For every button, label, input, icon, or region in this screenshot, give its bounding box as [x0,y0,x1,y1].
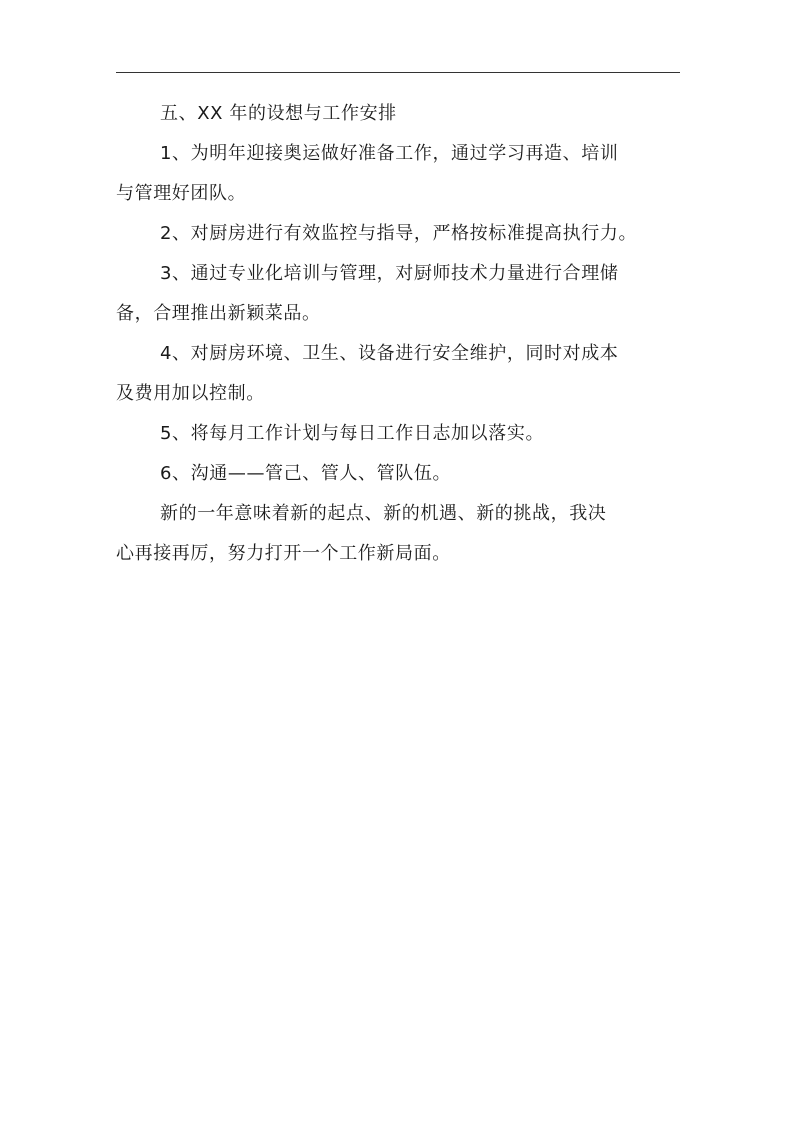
item-3-line-2: 备，合理推出新颖菜品。 [116,303,321,324]
item-6-line-1: 6、沟通——管己、管人、管队伍。 [160,463,452,484]
closing-line-2: 心再接再厉，努力打开一个工作新局面。 [116,543,451,564]
item-1-line-2: 与管理好团队。 [116,183,247,204]
header-rule [116,72,680,73]
closing-line-1: 新的一年意味着新的起点、新的机遇、新的挑战，我决 [160,503,607,524]
item-4-line-1: 4、对厨房环境、卫生、设备进行安全维护，同时对成本 [160,343,619,364]
item-2-line-1: 2、对厨房进行有效监控与指导，严格按标准提高执行力。 [160,223,638,244]
section-heading: 五、XX 年的设想与工作安排 [160,103,397,124]
item-3-line-1: 3、通过专业化培训与管理，对厨师技术力量进行合理储 [160,263,619,284]
item-4-line-2: 及费用加以控制。 [116,383,265,404]
item-5-line-1: 5、将每月工作计划与每日工作日志加以落实。 [160,423,545,444]
item-1-line-1: 1、为明年迎接奥运做好准备工作，通过学习再造、培训 [160,143,619,164]
